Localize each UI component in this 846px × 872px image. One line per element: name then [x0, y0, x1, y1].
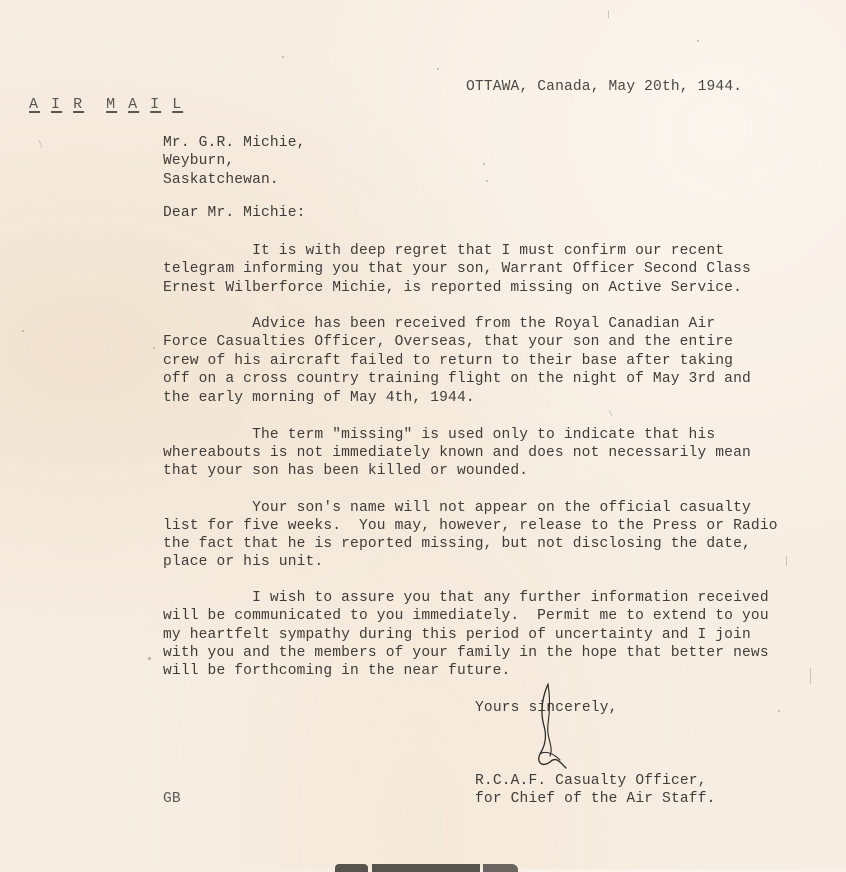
paragraph-line: I wish to assure you that any further information received: [163, 590, 769, 606]
paragraph-line: telegram informing you that your son, Warrant Officer Second Class: [163, 261, 751, 277]
signatory-title: R.C.A.F. Casualty Officer,: [475, 773, 707, 789]
paragraph-line: will be forthcoming in the near future.: [163, 663, 511, 679]
signatory-for-line: for Chief of the Air Staff.: [475, 791, 716, 807]
paper-speck: [22, 330, 24, 332]
viewer-toolbar-segment[interactable]: [335, 864, 368, 872]
paper-mark: [608, 10, 609, 18]
paragraph-line: It is with deep regret that I must confirm our recent: [163, 243, 725, 259]
paper-speck: [282, 56, 284, 58]
paragraph-line: my heartfelt sympathy during this period of uncertainty and I join: [163, 627, 751, 643]
air-mail-letter: A: [128, 96, 140, 114]
closing: Yours sincerely,: [475, 700, 618, 716]
paragraph-line: place or his unit.: [163, 554, 324, 570]
paper-mark: [39, 140, 43, 148]
paragraph-line: crew of his aircraft failed to return to their base after taking: [163, 353, 734, 369]
recipient-name: Mr. G.R. Michie,: [163, 135, 306, 151]
salutation: Dear Mr. Michie:: [163, 205, 306, 221]
handwritten-signature-icon: [520, 680, 580, 780]
paper-speck: [483, 163, 485, 165]
recipient-city: Weyburn,: [163, 153, 235, 169]
paper-speck: [153, 347, 155, 349]
air-mail-letter: I: [51, 96, 63, 114]
paragraph-line: Your son's name will not appear on the official casualty: [163, 500, 751, 516]
paper-mark: [609, 410, 613, 416]
paper-speck: [697, 40, 699, 42]
paragraph-line: that your son has been killed or wounded.: [163, 463, 529, 479]
viewer-toolbar-segment[interactable]: [483, 864, 518, 872]
paragraph-line: the fact that he is reported missing, but not disclosing the date,: [163, 536, 751, 552]
paragraph-line: Ernest Wilberforce Michie, is reported missing on Active Service.: [163, 280, 742, 296]
viewer-toolbar-segment[interactable]: [372, 864, 480, 872]
paragraph-line: list for five weeks. You may, however, release to the Press or Radio: [163, 518, 778, 534]
paragraph-line: Advice has been received from the Royal Canadian Air: [163, 316, 716, 332]
paragraph-line: with you and the members of your family in the hope that better news: [163, 645, 769, 661]
paragraph-line: will be communicated to you immediately. Permit me to extend to you: [163, 608, 769, 624]
air-mail-letter: I: [150, 96, 162, 114]
paper-speck: [778, 710, 780, 712]
paragraph-line: whereabouts is not immediately known and does not necessarily mean: [163, 445, 751, 461]
typist-initials: GB: [163, 791, 181, 807]
paper-mark: [810, 668, 811, 684]
air-mail-letter: A: [29, 96, 41, 114]
paragraph-line: the early morning of May 4th, 1944.: [163, 390, 475, 406]
paper-speck: [486, 180, 488, 182]
paper-mark: [786, 556, 787, 566]
air-mail-letter: L: [172, 96, 184, 114]
dateline: OTTAWA, Canada, May 20th, 1944.: [466, 79, 743, 95]
air-mail-letter: M: [106, 96, 118, 114]
paragraph-line: The term "missing" is used only to indicate that his: [163, 427, 716, 443]
paragraph-line: Force Casualties Officer, Overseas, that your son and the entire: [163, 334, 734, 350]
paper-speck: [148, 657, 151, 660]
paper-speck: [437, 68, 439, 70]
air-mail-letter: R: [73, 96, 85, 114]
recipient-province: Saskatchewan.: [163, 172, 279, 188]
air-mail-label: [7, 78, 183, 115]
paragraph-line: off on a cross country training flight on the night of May 3rd and: [163, 371, 751, 387]
